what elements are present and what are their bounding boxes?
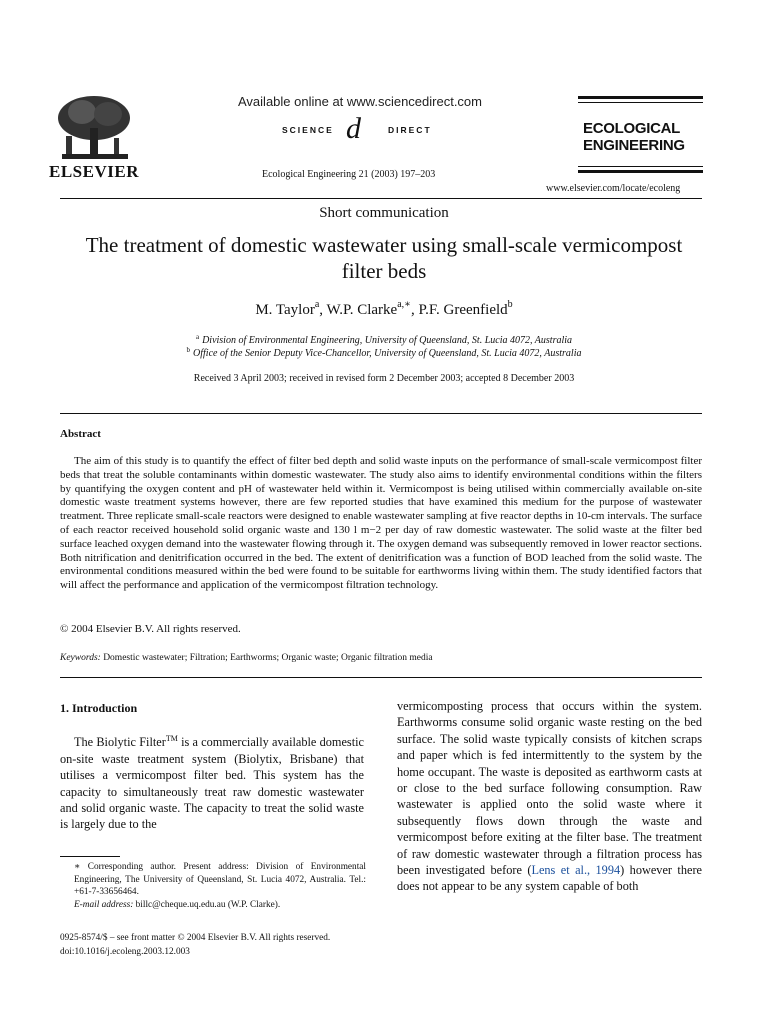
affiliation-b xyxy=(0,348,768,359)
author-name: M. Taylor xyxy=(255,302,315,318)
email-label: E-mail address: xyxy=(74,899,134,910)
affiliation-a xyxy=(0,335,768,346)
keywords xyxy=(60,653,433,663)
affiliation-mark: b xyxy=(186,346,191,354)
section-heading: 1. Introduction xyxy=(60,701,138,715)
received-dates: Received 3 April 2003; received in revised form 2 December 2003; accepted 8 December 2003 xyxy=(193,373,575,384)
sd-left-word: SCIENCE xyxy=(282,125,334,135)
affiliation-text: Office of the Senior Deputy Vice-Chancellor, University of Queensland, St. Lucia 4072, Australia xyxy=(193,348,582,359)
abstract-heading: Abstract xyxy=(60,428,101,440)
journal-url[interactable]: www.elsevier.com/locate/ecoleng xyxy=(546,183,681,194)
article-type: Short communication xyxy=(319,205,449,221)
email-line xyxy=(60,899,366,912)
front-matter-line: 0925-8574/$ – see front matter © 2004 Elsevier B.V. All rights reserved. xyxy=(60,933,331,943)
sciencedirect-logo xyxy=(282,112,450,146)
doi-line[interactable]: doi:10.1016/j.ecoleng.2003.12.003 xyxy=(60,947,190,957)
corresponding-author-note: ∗ Corresponding author. Present address: Division of Environmental Engineering, The University of Queensland, St. Lucia 4072, Australia. Tel.: +61-7-33656464. xyxy=(74,862,366,898)
author-affil-mark[interactable]: a,∗ xyxy=(397,299,411,310)
affiliation-text: Division of Environmental Engineering, University of Queensland, St. Lucia 4072, Australia xyxy=(202,335,573,346)
elsevier-tree-icon xyxy=(54,92,134,162)
abstract-body: The aim of this study is to quantify the effect of filter bed depth and solid waste inputs on the performance of small-scale vermicompost filter beds that treat the soluble contaminants within domestic wastewater. The study also aims to identify environmental conditions within the filters by quantifying the oxygen content and pH of wastewater held within it. Vermicompost is being utilised within commercially available on-site domestic waste treatment systems however, there are few reported studies that have examined this medium for the purpose of wastewater treatment. Three replicate small-scale reactors were designed to enable wastewater sampling at five reactor depths in 10-cm intervals. The surface of each reactor received household solid organic waste and 130 l m−2 per day of raw domestic wastewater. The solid waste at the filter bed surface leached oxygen demand into the wastewater flowing through it. The oxygen demand was subsequently removed in lower reactor sections. Both nitrification and denitrification occurred in the bed. The extent of denitrification was a function of BOD leached from the solid waste. The environmental conditions measured within the bed were found to be suitable for earthworms living within them. The study identified factors that will affect the performance and application of the vermicompost filtration technology. xyxy=(60,455,702,592)
keywords-label: Keywords: xyxy=(60,653,101,663)
article-title: The treatment of domestic wastewater using small-scale vermicompost filter beds xyxy=(85,233,683,283)
masthead-rule xyxy=(578,166,703,167)
abstract-top-rule xyxy=(60,413,702,414)
publisher-name: ELSEVIER xyxy=(49,162,139,181)
journal-reference: Ecological Engineering 21 (2003) 197–203 xyxy=(262,169,436,180)
masthead-rule xyxy=(578,96,703,99)
author-name: W.P. Clarke xyxy=(326,302,398,318)
abstract-bottom-rule xyxy=(60,677,702,678)
intro-text: ) however there does not appear to be any system capable of both xyxy=(397,863,703,894)
right-column xyxy=(397,698,702,895)
intro-text: The Biolytic Filter xyxy=(74,735,166,750)
footnote-rule xyxy=(60,856,120,857)
author-separator: , xyxy=(410,302,419,318)
author-list xyxy=(0,299,768,319)
trademark-mark: TM xyxy=(165,734,178,744)
journal-name-line: ENGINEERING xyxy=(583,137,685,154)
sd-mark-icon: d xyxy=(346,112,361,145)
sd-right-word: DIRECT xyxy=(388,125,432,135)
intro-text: vermicomposting process that occurs within the system. Earthworms consume solid organic waste resting on the bed surface. The solid waste typically consists of kitchen scraps and paper which is fed intermittently to the system by the home occupant. The waste is deposited as earthworm casts at or close to the bed surface following consumption. Raw wastewater is applied onto the solid waste where it subsequently flows down through the waste and vermicompost before exiting at the filter base. The treatment of raw domestic wastewater through a filtration process has been investigated before ( xyxy=(397,699,702,878)
masthead-rule xyxy=(578,170,703,173)
author-affil-mark[interactable]: a xyxy=(314,299,320,310)
elsevier-logo xyxy=(44,92,144,184)
affiliation-mark: a xyxy=(195,333,200,341)
footnote xyxy=(60,861,366,911)
author-affil-mark[interactable]: b xyxy=(507,299,513,310)
intro-text: is a commercially available domestic on-site waste treatment system (Biolytix, Brisbane) that utilises a vermicompost filter bed. This system has the capacity to simultaneously treat raw domestic wastewater and solid organic waste. The capacity to treat the solid waste is largely due to the xyxy=(60,735,364,832)
journal-name xyxy=(583,120,685,154)
masthead-rule xyxy=(578,102,703,103)
header-divider xyxy=(60,198,702,199)
keywords-list: Domestic wastewater; Filtration; Earthworms; Organic waste; Organic filtration media xyxy=(103,653,433,663)
left-column xyxy=(60,700,364,833)
abstract-copyright: © 2004 Elsevier B.V. All rights reserved. xyxy=(60,623,241,635)
author-separator: , xyxy=(319,302,327,318)
email-address[interactable]: billc@cheque.uq.edu.au (W.P. Clarke). xyxy=(133,899,281,910)
citation-link[interactable]: Lens et al., 1994 xyxy=(531,863,621,878)
author-name: P.F. Greenfield xyxy=(418,302,508,318)
journal-name-line: ECOLOGICAL xyxy=(583,120,680,137)
available-online-text: Available online at www.sciencedirect.com xyxy=(238,94,482,109)
intro-paragraph xyxy=(60,734,364,832)
